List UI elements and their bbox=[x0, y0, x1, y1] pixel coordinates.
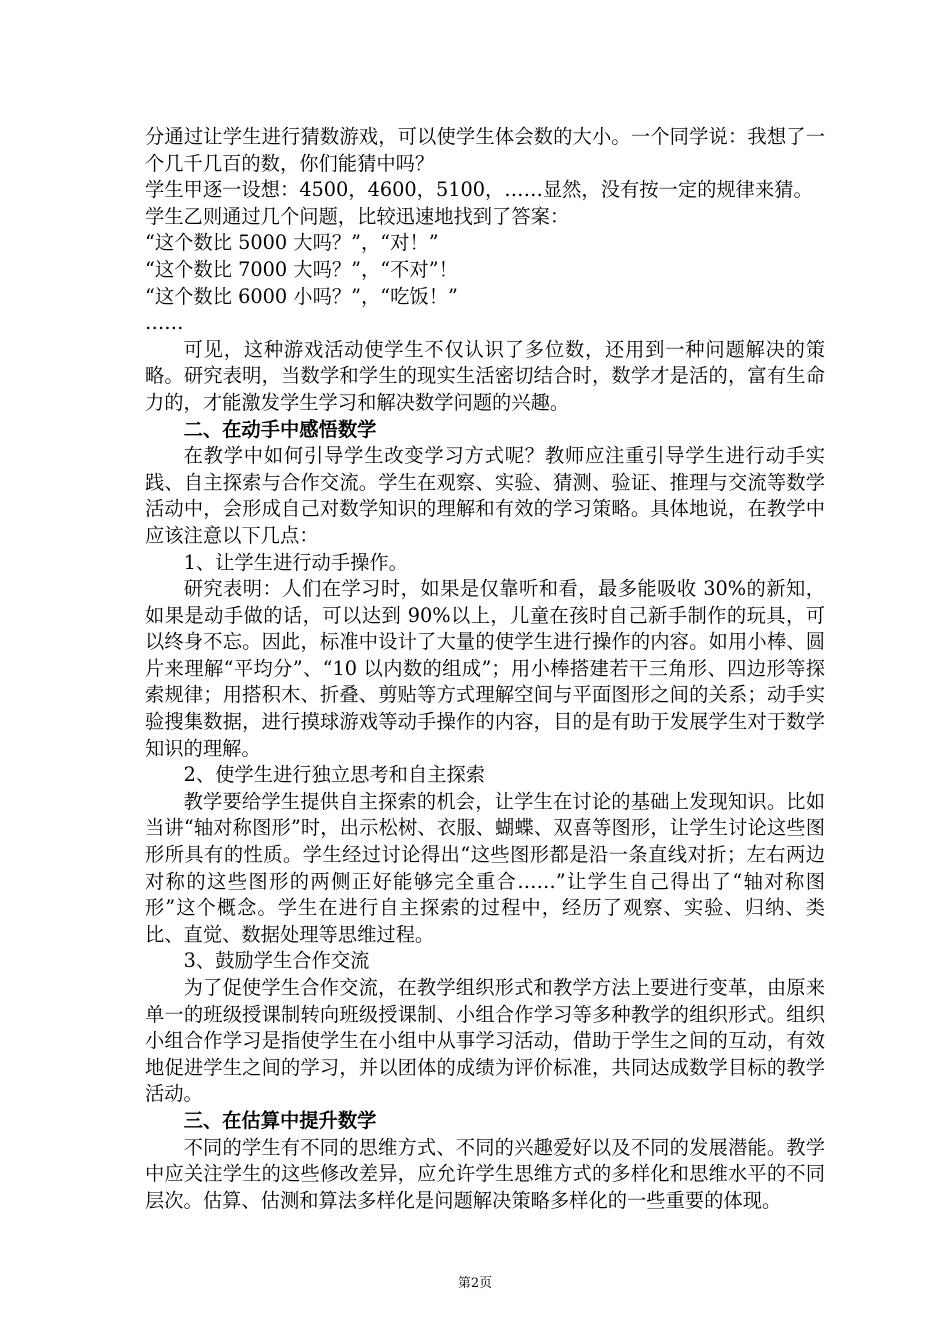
paragraph: 学生乙则通过几个问题，比较迅速地找到了答案： bbox=[145, 204, 570, 228]
paragraph: …… bbox=[145, 311, 184, 335]
paragraph: 教学要给学生提供自主探索的机会，让学生在讨论的基础上发现知识。比如当讲“轴对称图形”时，出示松树、衣服、蝴蝶、双喜等图形，让学生讨论这些图形所具有的性质。学生经过讨论得出“这些图形都是沿一条直线对折；左右两边对称的这些图形的两侧正好能够完全重合……”让学生自己得出了“轴对称图形”这个概念。学生在进行自主探索的过程中，经历了观察、实验、归纳、类比、直觉、数据处理等思维过程。 bbox=[145, 789, 825, 946]
paragraph: 研究表明：人们在学习时，如果是仅靠听和看，最多能吸收 30%的新知，如果是动手做的话，可以达到 90%以上，儿童在孩时自己新手制作的玩具，可以终身不忘。因此，标准中设计了大量的使学生进行操作的内容。如用小棒、圆片来理解“平均分”、“10 以内数的组成”；用小棒搭建若干三角形、四边形等探索规律；用搭积木、折叠、剪贴等方式理解空间与平面图形之间的关系；动手实验搜集数据，进行摸球游戏等动手操作的内容，目的是有助于发展学生对于数学知识的理解。 bbox=[145, 577, 825, 760]
paragraph: 在教学中如何引导学生改变学习方式呢？教师应注重引导学生进行动手实践、自主探索与合作交流。学生在观察、实验、猜测、验证、推理与交流等数学活动中，会形成自己对数学知识的理解和有效的学习策略。具体地说，在教学中应该注意以下几点： bbox=[145, 444, 825, 547]
paragraph: “这个数比 5000 大吗？”，“对！” bbox=[145, 231, 439, 255]
paragraph: “这个数比 7000 大吗？”，“不对”！ bbox=[145, 257, 458, 281]
section-heading: 二、在动手中感悟数学 bbox=[183, 417, 377, 441]
paragraph: 分通过让学生进行猜数游戏，可以使学生体会数的大小。一个同学说：我想了一个几千几百的数，你们能猜中吗？ bbox=[145, 125, 825, 175]
paragraph: 不同的学生有不同的思维方式、不同的兴趣爱好以及不同的发展潜能。教学中应关注学生的这些修改差异，应允许学生思维方式的多样化和思维水平的不同层次。估算、估测和算法多样化是问题解决策略多样化的一些重要的体现。 bbox=[145, 1135, 825, 1212]
paragraph: 学生甲逐一设想：4500，4600，5100，……显然，没有按一定的规律来猜。 bbox=[145, 178, 813, 202]
page-number: 第2页 bbox=[457, 1276, 493, 1291]
paragraph: 3、鼓励学生合作交流 bbox=[183, 949, 370, 973]
section-heading: 三、在估算中提升数学 bbox=[183, 1108, 377, 1132]
paragraph: 1、让学生进行动手操作。 bbox=[183, 550, 408, 574]
paragraph: “这个数比 6000 小吗？”，“吃饭！” bbox=[145, 284, 458, 308]
paragraph: 可见，这种游戏活动使学生不仅认识了多位数，还用到一种问题解决的策略。研究表明，当数学和学生的现实生活密切结合时，数学才是活的，富有生命力的，才能激发学生学习和解决数学问题的兴趣。 bbox=[145, 337, 825, 414]
paragraph: 为了促使学生合作交流，在教学组织形式和教学方法上要进行变革，由原来单一的班级授课制转向班级授课制、小组合作学习等多种教学的组织形式。组织小组合作学习是指使学生在小组中从事学习活动，借助于学生之间的互动，有效地促进学生之间的学习，并以团体的成绩为评价标准，共同达成数学目标的教学活动。 bbox=[145, 976, 825, 1106]
paragraph: 2、使学生进行独立思考和自主探索 bbox=[183, 763, 486, 787]
body-text bbox=[145, 124, 825, 1214]
